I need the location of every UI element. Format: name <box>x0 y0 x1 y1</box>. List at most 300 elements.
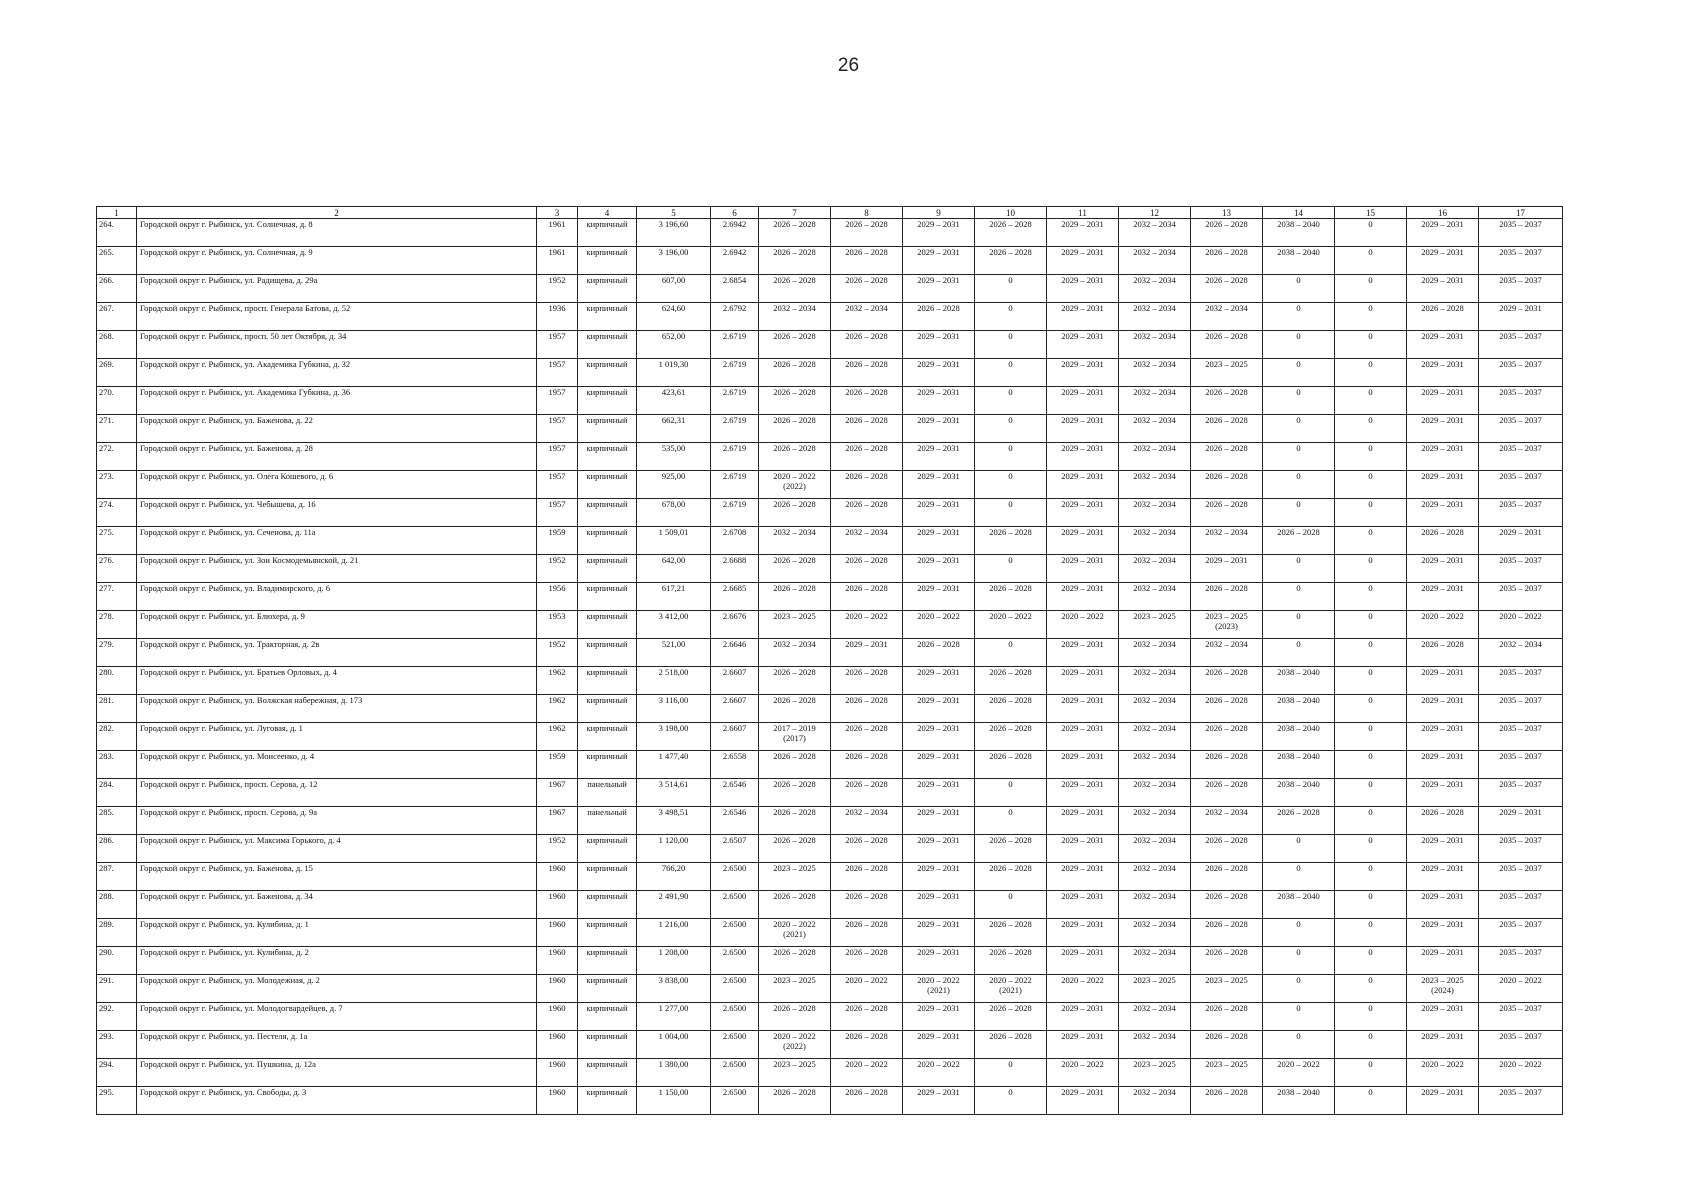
work-8-cell: 2026 – 2028 <box>831 835 903 863</box>
work-11-cell: 2029 – 2031 <box>1047 863 1119 891</box>
work-14-cell: 2026 – 2028 <box>1263 527 1335 555</box>
work-9-cell: 2029 – 2031 <box>903 779 975 807</box>
priority-index-cell: 2.6500 <box>711 1003 759 1031</box>
table-row <box>97 247 1563 275</box>
priority-index-cell: 2.6607 <box>711 723 759 751</box>
work-12-cell: 2032 – 2034 <box>1119 639 1191 667</box>
work-15-cell: 0 <box>1335 331 1407 359</box>
work-15-cell: 0 <box>1335 1059 1407 1087</box>
priority-index-cell: 2.6719 <box>711 471 759 499</box>
build-year-cell: 1960 <box>537 1003 578 1031</box>
priority-index-cell: 2.6500 <box>711 919 759 947</box>
work-14-cell: 0 <box>1263 359 1335 387</box>
work-17-cell: 2035 – 2037 <box>1479 779 1563 807</box>
work-7-cell: 2032 – 2034 <box>759 527 831 555</box>
work-15-cell: 0 <box>1335 1003 1407 1031</box>
table-row <box>97 1003 1563 1031</box>
priority-index-cell: 2.6500 <box>711 975 759 1003</box>
work-12-cell: 2032 – 2034 <box>1119 667 1191 695</box>
work-8-cell: 2026 – 2028 <box>831 723 903 751</box>
work-14-cell: 0 <box>1263 947 1335 975</box>
wall-material-cell: кирпичный <box>578 863 637 891</box>
work-9-cell: 2029 – 2031 <box>903 807 975 835</box>
area-cell: 1 120,00 <box>637 835 711 863</box>
column-number-cell: 5 <box>637 207 711 219</box>
work-12-cell: 2032 – 2034 <box>1119 331 1191 359</box>
priority-index-cell: 2.6685 <box>711 583 759 611</box>
build-year-cell: 1961 <box>537 247 578 275</box>
work-12-cell: 2032 – 2034 <box>1119 275 1191 303</box>
work-9-cell: 2020 – 2022 <box>903 1059 975 1087</box>
work-16-cell: 2029 – 2031 <box>1407 751 1479 779</box>
work-9-cell: 2020 – 2022 (2021) <box>903 975 975 1003</box>
work-7-cell: 2026 – 2028 <box>759 1087 831 1115</box>
work-10-cell: 2026 – 2028 <box>975 723 1047 751</box>
column-number-cell: 12 <box>1119 207 1191 219</box>
column-number-cell: 7 <box>759 207 831 219</box>
work-15-cell: 0 <box>1335 275 1407 303</box>
work-17-cell: 2020 – 2022 <box>1479 975 1563 1003</box>
work-13-cell: 2032 – 2034 <box>1191 303 1263 331</box>
column-number-cell: 16 <box>1407 207 1479 219</box>
work-15-cell: 0 <box>1335 975 1407 1003</box>
priority-index-cell: 2.6546 <box>711 779 759 807</box>
work-8-cell: 2026 – 2028 <box>831 1003 903 1031</box>
row-number-cell: 286. <box>97 835 137 863</box>
work-9-cell: 2029 – 2031 <box>903 219 975 247</box>
work-12-cell: 2032 – 2034 <box>1119 527 1191 555</box>
work-10-cell: 2020 – 2022 (2021) <box>975 975 1047 1003</box>
column-number-cell: 1 <box>97 207 137 219</box>
area-cell: 3 196,60 <box>637 219 711 247</box>
column-number-header-row <box>97 207 1563 219</box>
row-number-cell: 291. <box>97 975 137 1003</box>
column-number-cell: 13 <box>1191 207 1263 219</box>
wall-material-cell: кирпичный <box>578 723 637 751</box>
work-8-cell: 2026 – 2028 <box>831 331 903 359</box>
work-16-cell: 2029 – 2031 <box>1407 947 1479 975</box>
area-cell: 3 116,00 <box>637 695 711 723</box>
wall-material-cell: кирпичный <box>578 919 637 947</box>
address-cell: Городской округ г. Рыбинск, ул. Волжская набережная, д. 173 <box>137 695 537 723</box>
work-13-cell: 2026 – 2028 <box>1191 751 1263 779</box>
address-cell: Городской округ г. Рыбинск, ул. Кулибина, д. 2 <box>137 947 537 975</box>
wall-material-cell: панельный <box>578 779 637 807</box>
priority-index-cell: 2.6854 <box>711 275 759 303</box>
work-7-cell: 2023 – 2025 <box>759 975 831 1003</box>
work-15-cell: 0 <box>1335 527 1407 555</box>
work-14-cell: 2038 – 2040 <box>1263 779 1335 807</box>
wall-material-cell: кирпичный <box>578 275 637 303</box>
address-cell: Городской округ г. Рыбинск, ул. Баженова, д. 34 <box>137 891 537 919</box>
column-number-cell: 6 <box>711 207 759 219</box>
work-10-cell: 2026 – 2028 <box>975 667 1047 695</box>
work-11-cell: 2029 – 2031 <box>1047 667 1119 695</box>
priority-index-cell: 2.6719 <box>711 331 759 359</box>
work-13-cell: 2026 – 2028 <box>1191 1031 1263 1059</box>
area-cell: 521,00 <box>637 639 711 667</box>
wall-material-cell: кирпичный <box>578 667 637 695</box>
work-14-cell: 0 <box>1263 471 1335 499</box>
row-number-cell: 285. <box>97 807 137 835</box>
row-number-cell: 294. <box>97 1059 137 1087</box>
area-cell: 1 019,30 <box>637 359 711 387</box>
work-8-cell: 2026 – 2028 <box>831 779 903 807</box>
work-15-cell: 0 <box>1335 219 1407 247</box>
work-12-cell: 2032 – 2034 <box>1119 415 1191 443</box>
work-11-cell: 2029 – 2031 <box>1047 1087 1119 1115</box>
work-9-cell: 2029 – 2031 <box>903 695 975 723</box>
work-16-cell: 2029 – 2031 <box>1407 219 1479 247</box>
address-cell: Городской округ г. Рыбинск, ул. Баженова, д. 22 <box>137 415 537 443</box>
row-number-cell: 282. <box>97 723 137 751</box>
row-number-cell: 283. <box>97 751 137 779</box>
wall-material-cell: кирпичный <box>578 1031 637 1059</box>
work-8-cell: 2026 – 2028 <box>831 891 903 919</box>
work-12-cell: 2032 – 2034 <box>1119 583 1191 611</box>
build-year-cell: 1952 <box>537 639 578 667</box>
work-11-cell: 2029 – 2031 <box>1047 387 1119 415</box>
work-12-cell: 2032 – 2034 <box>1119 1031 1191 1059</box>
work-12-cell: 2032 – 2034 <box>1119 891 1191 919</box>
work-9-cell: 2029 – 2031 <box>903 1003 975 1031</box>
work-7-cell: 2026 – 2028 <box>759 835 831 863</box>
work-14-cell: 0 <box>1263 303 1335 331</box>
work-16-cell: 2029 – 2031 <box>1407 555 1479 583</box>
work-17-cell: 2035 – 2037 <box>1479 835 1563 863</box>
work-16-cell: 2029 – 2031 <box>1407 779 1479 807</box>
work-9-cell: 2029 – 2031 <box>903 471 975 499</box>
build-year-cell: 1936 <box>537 303 578 331</box>
work-10-cell: 2026 – 2028 <box>975 835 1047 863</box>
work-16-cell: 2026 – 2028 <box>1407 807 1479 835</box>
work-17-cell: 2035 – 2037 <box>1479 695 1563 723</box>
table-body <box>97 207 1563 1115</box>
wall-material-cell: кирпичный <box>578 387 637 415</box>
work-11-cell: 2029 – 2031 <box>1047 471 1119 499</box>
work-13-cell: 2023 – 2025 <box>1191 359 1263 387</box>
wall-material-cell: кирпичный <box>578 947 637 975</box>
address-cell: Городской округ г. Рыбинск, ул. Кулибина, д. 1 <box>137 919 537 947</box>
work-10-cell: 0 <box>975 639 1047 667</box>
work-9-cell: 2020 – 2022 <box>903 611 975 639</box>
work-14-cell: 2020 – 2022 <box>1263 1059 1335 1087</box>
area-cell: 3 198,00 <box>637 723 711 751</box>
work-9-cell: 2029 – 2031 <box>903 527 975 555</box>
build-year-cell: 1967 <box>537 807 578 835</box>
priority-index-cell: 2.6719 <box>711 359 759 387</box>
work-15-cell: 0 <box>1335 555 1407 583</box>
work-9-cell: 2029 – 2031 <box>903 583 975 611</box>
table-row <box>97 499 1563 527</box>
work-16-cell: 2029 – 2031 <box>1407 835 1479 863</box>
address-cell: Городской округ г. Рыбинск, ул. Радищева, д. 29а <box>137 275 537 303</box>
work-8-cell: 2026 – 2028 <box>831 919 903 947</box>
work-13-cell: 2026 – 2028 <box>1191 331 1263 359</box>
address-cell: Городской округ г. Рыбинск, ул. Молодогвардейцев, д. 7 <box>137 1003 537 1031</box>
work-10-cell: 2026 – 2028 <box>975 1003 1047 1031</box>
work-8-cell: 2026 – 2028 <box>831 751 903 779</box>
area-cell: 2 491,90 <box>637 891 711 919</box>
work-13-cell: 2026 – 2028 <box>1191 387 1263 415</box>
build-year-cell: 1960 <box>537 1059 578 1087</box>
work-17-cell: 2020 – 2022 <box>1479 1059 1563 1087</box>
work-8-cell: 2026 – 2028 <box>831 1031 903 1059</box>
row-number-cell: 280. <box>97 667 137 695</box>
work-13-cell: 2026 – 2028 <box>1191 471 1263 499</box>
work-8-cell: 2026 – 2028 <box>831 667 903 695</box>
work-16-cell: 2029 – 2031 <box>1407 1003 1479 1031</box>
priority-index-cell: 2.6942 <box>711 247 759 275</box>
build-year-cell: 1957 <box>537 443 578 471</box>
work-12-cell: 2032 – 2034 <box>1119 555 1191 583</box>
work-16-cell: 2029 – 2031 <box>1407 387 1479 415</box>
work-10-cell: 2026 – 2028 <box>975 1031 1047 1059</box>
work-10-cell: 2026 – 2028 <box>975 527 1047 555</box>
work-10-cell: 2026 – 2028 <box>975 695 1047 723</box>
priority-index-cell: 2.6719 <box>711 415 759 443</box>
page-number: 26 <box>837 55 860 76</box>
work-12-cell: 2023 – 2025 <box>1119 611 1191 639</box>
work-13-cell: 2026 – 2028 <box>1191 1087 1263 1115</box>
work-11-cell: 2029 – 2031 <box>1047 415 1119 443</box>
table-row <box>97 359 1563 387</box>
area-cell: 642,00 <box>637 555 711 583</box>
area-cell: 3 498,51 <box>637 807 711 835</box>
address-cell: Городской округ г. Рыбинск, ул. Тракторная, д. 2в <box>137 639 537 667</box>
table-row <box>97 611 1563 639</box>
work-13-cell: 2026 – 2028 <box>1191 415 1263 443</box>
row-number-cell: 281. <box>97 695 137 723</box>
row-number-cell: 279. <box>97 639 137 667</box>
wall-material-cell: кирпичный <box>578 751 637 779</box>
work-9-cell: 2026 – 2028 <box>903 303 975 331</box>
work-16-cell: 2029 – 2031 <box>1407 359 1479 387</box>
row-number-cell: 264. <box>97 219 137 247</box>
work-7-cell: 2032 – 2034 <box>759 639 831 667</box>
work-10-cell: 2026 – 2028 <box>975 947 1047 975</box>
address-cell: Городской округ г. Рыбинск, просп. 50 лет Октября, д. 34 <box>137 331 537 359</box>
work-7-cell: 2026 – 2028 <box>759 555 831 583</box>
work-17-cell: 2035 – 2037 <box>1479 555 1563 583</box>
priority-index-cell: 2.6546 <box>711 807 759 835</box>
work-13-cell: 2023 – 2025 (2023) <box>1191 611 1263 639</box>
work-15-cell: 0 <box>1335 919 1407 947</box>
row-number-cell: 265. <box>97 247 137 275</box>
row-number-cell: 266. <box>97 275 137 303</box>
work-15-cell: 0 <box>1335 863 1407 891</box>
work-9-cell: 2029 – 2031 <box>903 415 975 443</box>
build-year-cell: 1952 <box>537 555 578 583</box>
table-row <box>97 695 1563 723</box>
work-15-cell: 0 <box>1335 359 1407 387</box>
column-number-cell: 15 <box>1335 207 1407 219</box>
work-14-cell: 0 <box>1263 1031 1335 1059</box>
work-10-cell: 0 <box>975 275 1047 303</box>
work-8-cell: 2026 – 2028 <box>831 947 903 975</box>
row-number-cell: 273. <box>97 471 137 499</box>
work-17-cell: 2035 – 2037 <box>1479 275 1563 303</box>
table-row <box>97 443 1563 471</box>
work-8-cell: 2020 – 2022 <box>831 611 903 639</box>
priority-index-cell: 2.6507 <box>711 835 759 863</box>
work-8-cell: 2026 – 2028 <box>831 275 903 303</box>
work-7-cell: 2026 – 2028 <box>759 247 831 275</box>
build-year-cell: 1960 <box>537 1087 578 1115</box>
wall-material-cell: панельный <box>578 807 637 835</box>
work-8-cell: 2026 – 2028 <box>831 555 903 583</box>
work-13-cell: 2026 – 2028 <box>1191 723 1263 751</box>
work-9-cell: 2029 – 2031 <box>903 247 975 275</box>
row-number-cell: 292. <box>97 1003 137 1031</box>
work-16-cell: 2029 – 2031 <box>1407 499 1479 527</box>
work-11-cell: 2020 – 2022 <box>1047 611 1119 639</box>
work-9-cell: 2029 – 2031 <box>903 443 975 471</box>
work-11-cell: 2020 – 2022 <box>1047 1059 1119 1087</box>
work-14-cell: 2038 – 2040 <box>1263 891 1335 919</box>
work-16-cell: 2029 – 2031 <box>1407 1031 1479 1059</box>
column-number-cell: 9 <box>903 207 975 219</box>
build-year-cell: 1959 <box>537 751 578 779</box>
work-17-cell: 2035 – 2037 <box>1479 723 1563 751</box>
work-17-cell: 2035 – 2037 <box>1479 863 1563 891</box>
work-13-cell: 2026 – 2028 <box>1191 947 1263 975</box>
area-cell: 3 838,00 <box>637 975 711 1003</box>
work-11-cell: 2029 – 2031 <box>1047 807 1119 835</box>
priority-index-cell: 2.6500 <box>711 891 759 919</box>
build-year-cell: 1957 <box>537 471 578 499</box>
row-number-cell: 272. <box>97 443 137 471</box>
work-14-cell: 0 <box>1263 611 1335 639</box>
column-number-cell: 10 <box>975 207 1047 219</box>
work-17-cell: 2029 – 2031 <box>1479 807 1563 835</box>
work-15-cell: 0 <box>1335 583 1407 611</box>
work-9-cell: 2029 – 2031 <box>903 667 975 695</box>
work-9-cell: 2029 – 2031 <box>903 835 975 863</box>
work-8-cell: 2026 – 2028 <box>831 863 903 891</box>
work-12-cell: 2023 – 2025 <box>1119 975 1191 1003</box>
work-15-cell: 0 <box>1335 1031 1407 1059</box>
work-13-cell: 2026 – 2028 <box>1191 583 1263 611</box>
work-17-cell: 2029 – 2031 <box>1479 303 1563 331</box>
work-13-cell: 2026 – 2028 <box>1191 247 1263 275</box>
work-16-cell: 2029 – 2031 <box>1407 863 1479 891</box>
work-14-cell: 0 <box>1263 555 1335 583</box>
work-9-cell: 2026 – 2028 <box>903 639 975 667</box>
work-17-cell: 2035 – 2037 <box>1479 359 1563 387</box>
work-7-cell: 2026 – 2028 <box>759 751 831 779</box>
work-8-cell: 2026 – 2028 <box>831 443 903 471</box>
work-10-cell: 0 <box>975 331 1047 359</box>
work-7-cell: 2026 – 2028 <box>759 807 831 835</box>
work-17-cell: 2032 – 2034 <box>1479 639 1563 667</box>
table-row <box>97 555 1563 583</box>
work-9-cell: 2029 – 2031 <box>903 1087 975 1115</box>
work-16-cell: 2029 – 2031 <box>1407 891 1479 919</box>
wall-material-cell: кирпичный <box>578 555 637 583</box>
work-12-cell: 2032 – 2034 <box>1119 947 1191 975</box>
work-9-cell: 2029 – 2031 <box>903 359 975 387</box>
work-13-cell: 2029 – 2031 <box>1191 555 1263 583</box>
work-15-cell: 0 <box>1335 611 1407 639</box>
area-cell: 3 196,00 <box>637 247 711 275</box>
work-7-cell: 2026 – 2028 <box>759 947 831 975</box>
work-11-cell: 2029 – 2031 <box>1047 723 1119 751</box>
work-7-cell: 2026 – 2028 <box>759 219 831 247</box>
work-9-cell: 2029 – 2031 <box>903 499 975 527</box>
build-year-cell: 1960 <box>537 947 578 975</box>
build-year-cell: 1952 <box>537 275 578 303</box>
work-16-cell: 2020 – 2022 <box>1407 611 1479 639</box>
area-cell: 925,00 <box>637 471 711 499</box>
work-11-cell: 2029 – 2031 <box>1047 499 1119 527</box>
priority-index-cell: 2.6719 <box>711 499 759 527</box>
build-year-cell: 1962 <box>537 695 578 723</box>
table-row <box>97 863 1563 891</box>
work-7-cell: 2026 – 2028 <box>759 583 831 611</box>
table-row <box>97 835 1563 863</box>
work-11-cell: 2029 – 2031 <box>1047 947 1119 975</box>
work-11-cell: 2029 – 2031 <box>1047 331 1119 359</box>
work-17-cell: 2035 – 2037 <box>1479 387 1563 415</box>
table-row <box>97 275 1563 303</box>
build-year-cell: 1957 <box>537 499 578 527</box>
table-row <box>97 415 1563 443</box>
work-13-cell: 2026 – 2028 <box>1191 275 1263 303</box>
area-cell: 607,00 <box>637 275 711 303</box>
work-14-cell: 2038 – 2040 <box>1263 751 1335 779</box>
work-14-cell: 2038 – 2040 <box>1263 723 1335 751</box>
priority-index-cell: 2.6558 <box>711 751 759 779</box>
work-10-cell: 2026 – 2028 <box>975 863 1047 891</box>
work-7-cell: 2020 – 2022 (2022) <box>759 471 831 499</box>
work-11-cell: 2029 – 2031 <box>1047 835 1119 863</box>
work-11-cell: 2029 – 2031 <box>1047 247 1119 275</box>
work-17-cell: 2035 – 2037 <box>1479 919 1563 947</box>
work-11-cell: 2029 – 2031 <box>1047 275 1119 303</box>
build-year-cell: 1956 <box>537 583 578 611</box>
work-8-cell: 2032 – 2034 <box>831 527 903 555</box>
build-year-cell: 1957 <box>537 387 578 415</box>
work-17-cell: 2035 – 2037 <box>1479 891 1563 919</box>
work-8-cell: 2026 – 2028 <box>831 387 903 415</box>
table-row <box>97 639 1563 667</box>
work-15-cell: 0 <box>1335 947 1407 975</box>
wall-material-cell: кирпичный <box>578 835 637 863</box>
work-16-cell: 2029 – 2031 <box>1407 723 1479 751</box>
work-15-cell: 0 <box>1335 387 1407 415</box>
table-row <box>97 891 1563 919</box>
work-8-cell: 2026 – 2028 <box>831 219 903 247</box>
work-12-cell: 2032 – 2034 <box>1119 359 1191 387</box>
address-cell: Городской округ г. Рыбинск, просп. Серова, д. 12 <box>137 779 537 807</box>
work-7-cell: 2023 – 2025 <box>759 863 831 891</box>
priority-index-cell: 2.6500 <box>711 947 759 975</box>
work-15-cell: 0 <box>1335 667 1407 695</box>
address-cell: Городской округ г. Рыбинск, ул. Баженова, д. 15 <box>137 863 537 891</box>
work-7-cell: 2017 – 2019 (2017) <box>759 723 831 751</box>
work-10-cell: 2020 – 2022 <box>975 611 1047 639</box>
work-10-cell: 0 <box>975 555 1047 583</box>
work-14-cell: 0 <box>1263 443 1335 471</box>
work-12-cell: 2032 – 2034 <box>1119 443 1191 471</box>
area-cell: 617,21 <box>637 583 711 611</box>
area-cell: 1 277,00 <box>637 1003 711 1031</box>
area-cell: 1 208,00 <box>637 947 711 975</box>
address-cell: Городской округ г. Рыбинск, ул. Олега Кошевого, д. 6 <box>137 471 537 499</box>
wall-material-cell: кирпичный <box>578 1087 637 1115</box>
priority-index-cell: 2.6942 <box>711 219 759 247</box>
